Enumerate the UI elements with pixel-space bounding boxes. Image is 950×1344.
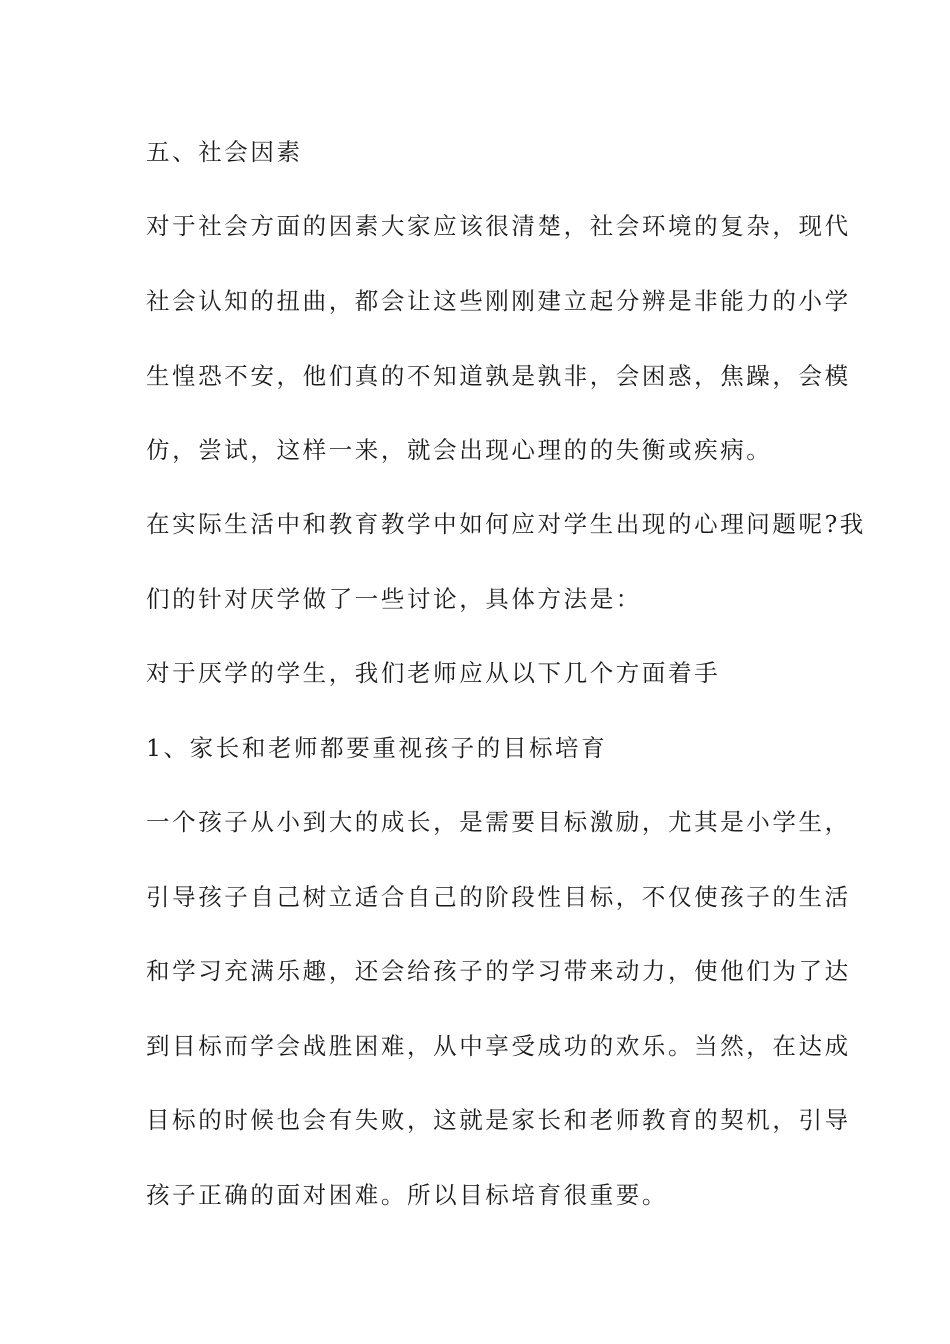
paragraph-line: 孩子正确的面对困难。所以目标培育很重要。: [146, 1181, 668, 1209]
section-heading: 五、社会因素: [146, 138, 303, 166]
paragraph-line: 到目标而学会战胜困难，从中享受成功的欢乐。当然，在达成: [146, 1032, 851, 1060]
paragraph-line: 引导孩子自己树立适合自己的阶段性目标，不仅使孩子的生活: [146, 883, 851, 911]
paragraph-line: 社会认知的扭曲，都会让这些刚刚建立起分辨是非能力的小学: [146, 287, 851, 315]
paragraph-line: 目标的时候也会有失败，这就是家长和老师教育的契机，引导: [146, 1106, 851, 1134]
paragraph-line: 们的针对厌学做了一些讨论，具体方法是：: [146, 585, 642, 613]
paragraph-line: 在实际生活中和教育教学中如何应对学生出现的心理问题呢?我: [146, 510, 866, 538]
paragraph-line: 对于厌学的学生，我们老师应从以下几个方面着手: [146, 659, 721, 687]
paragraph-line: 一个孩子从小到大的成长，是需要目标激励，尤其是小学生，: [146, 808, 851, 836]
paragraph-line: 对于社会方面的因素大家应该很清楚，社会环境的复杂，现代: [146, 212, 851, 240]
paragraph-line: 仿，尝试，这样一来，就会出现心理的的失衡或疾病。: [146, 436, 773, 464]
subsection-heading: 1、家长和老师都要重视孩子的目标培育: [146, 734, 608, 762]
paragraph-line: 生惶恐不安，他们真的不知道孰是孰非，会困惑，焦躁，会模: [146, 362, 851, 390]
paragraph-line: 和学习充满乐趣，还会给孩子的学习带来动力，使他们为了达: [146, 957, 851, 985]
